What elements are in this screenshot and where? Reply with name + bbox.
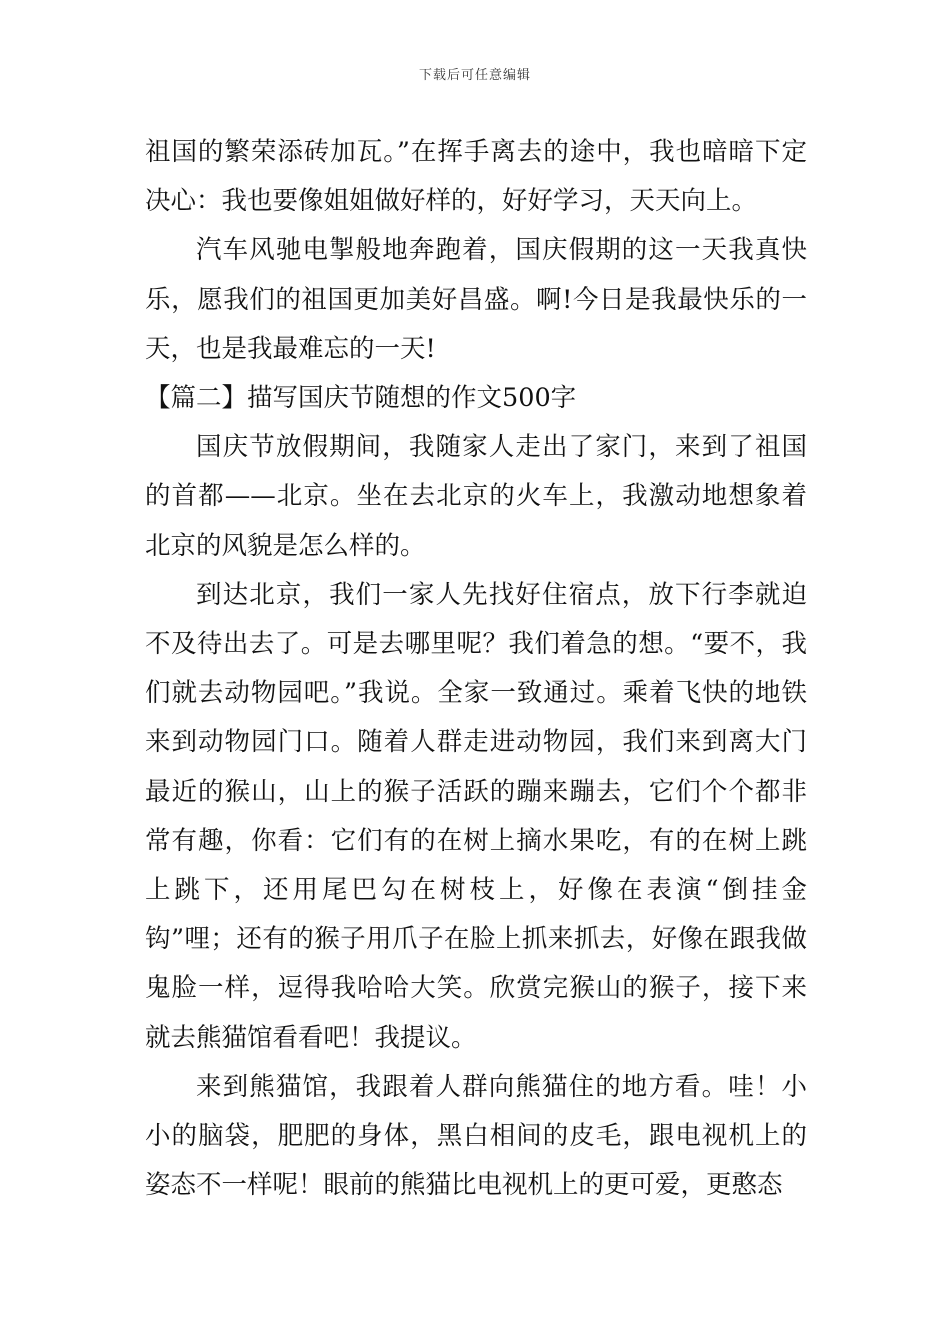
- paragraph-continuation: 祖国的繁荣添砖加瓦。”在挥手离去的途中，我也暗暗下定决心：我也要像姐姐做好样的，好好学习，天天向上。: [145, 137, 807, 217]
- document-body: [145, 128, 807, 1210]
- paragraph: 来到熊猫馆，我跟着人群向熊猫住的地方看。哇！小小的脑袋，肥肥的身体，黑白相间的皮毛，跟电视机上的姿态不一样呢！眼前的熊猫比电视机上的更可爱，更憨态: [145, 1071, 807, 1201]
- paragraph: 到达北京，我们一家人先找好住宿点，放下行李就迫不及待出去了。可是去哪里呢？我们着急的想。“要不，我们就去动物园吧。”我说。全家一致通过。乘着飞快的地铁来到动物园门口。随着人群走进动物园，我们来到离大门最近的猴山，山上的猴子活跃的蹦来蹦去，它们个个都非常有趣，你看：它们有的在树上摘水果吃，有的在树上跳上跳下，还用尾巴勾在树枝上，好像在表演“倒挂金钩”哩；还有的猴子用爪子在脸上抓来抓去，好像在跟我做鬼脸一样，逗得我哈哈大笑。欣赏完猴山的猴子，接下来就去熊猫馆看看吧！我提议。: [145, 579, 807, 1053]
- section-heading: 【篇二】描写国庆节随想的作文500字: [145, 383, 577, 414]
- paragraph: 汽车风驰电掣般地奔跑着，国庆假期的这一天我真快乐，愿我们的祖国更加美好昌盛。啊!今日是我最快乐的一天，也是我最难忘的一天!: [145, 235, 807, 364]
- page-header: 下载后可任意编辑: [418, 68, 531, 83]
- paragraph: 国庆节放假期间，我随家人走出了家门，来到了祖国的首都——北京。坐在去北京的火车上，我激动地想象着北京的风貌是怎么样的。: [145, 432, 807, 561]
